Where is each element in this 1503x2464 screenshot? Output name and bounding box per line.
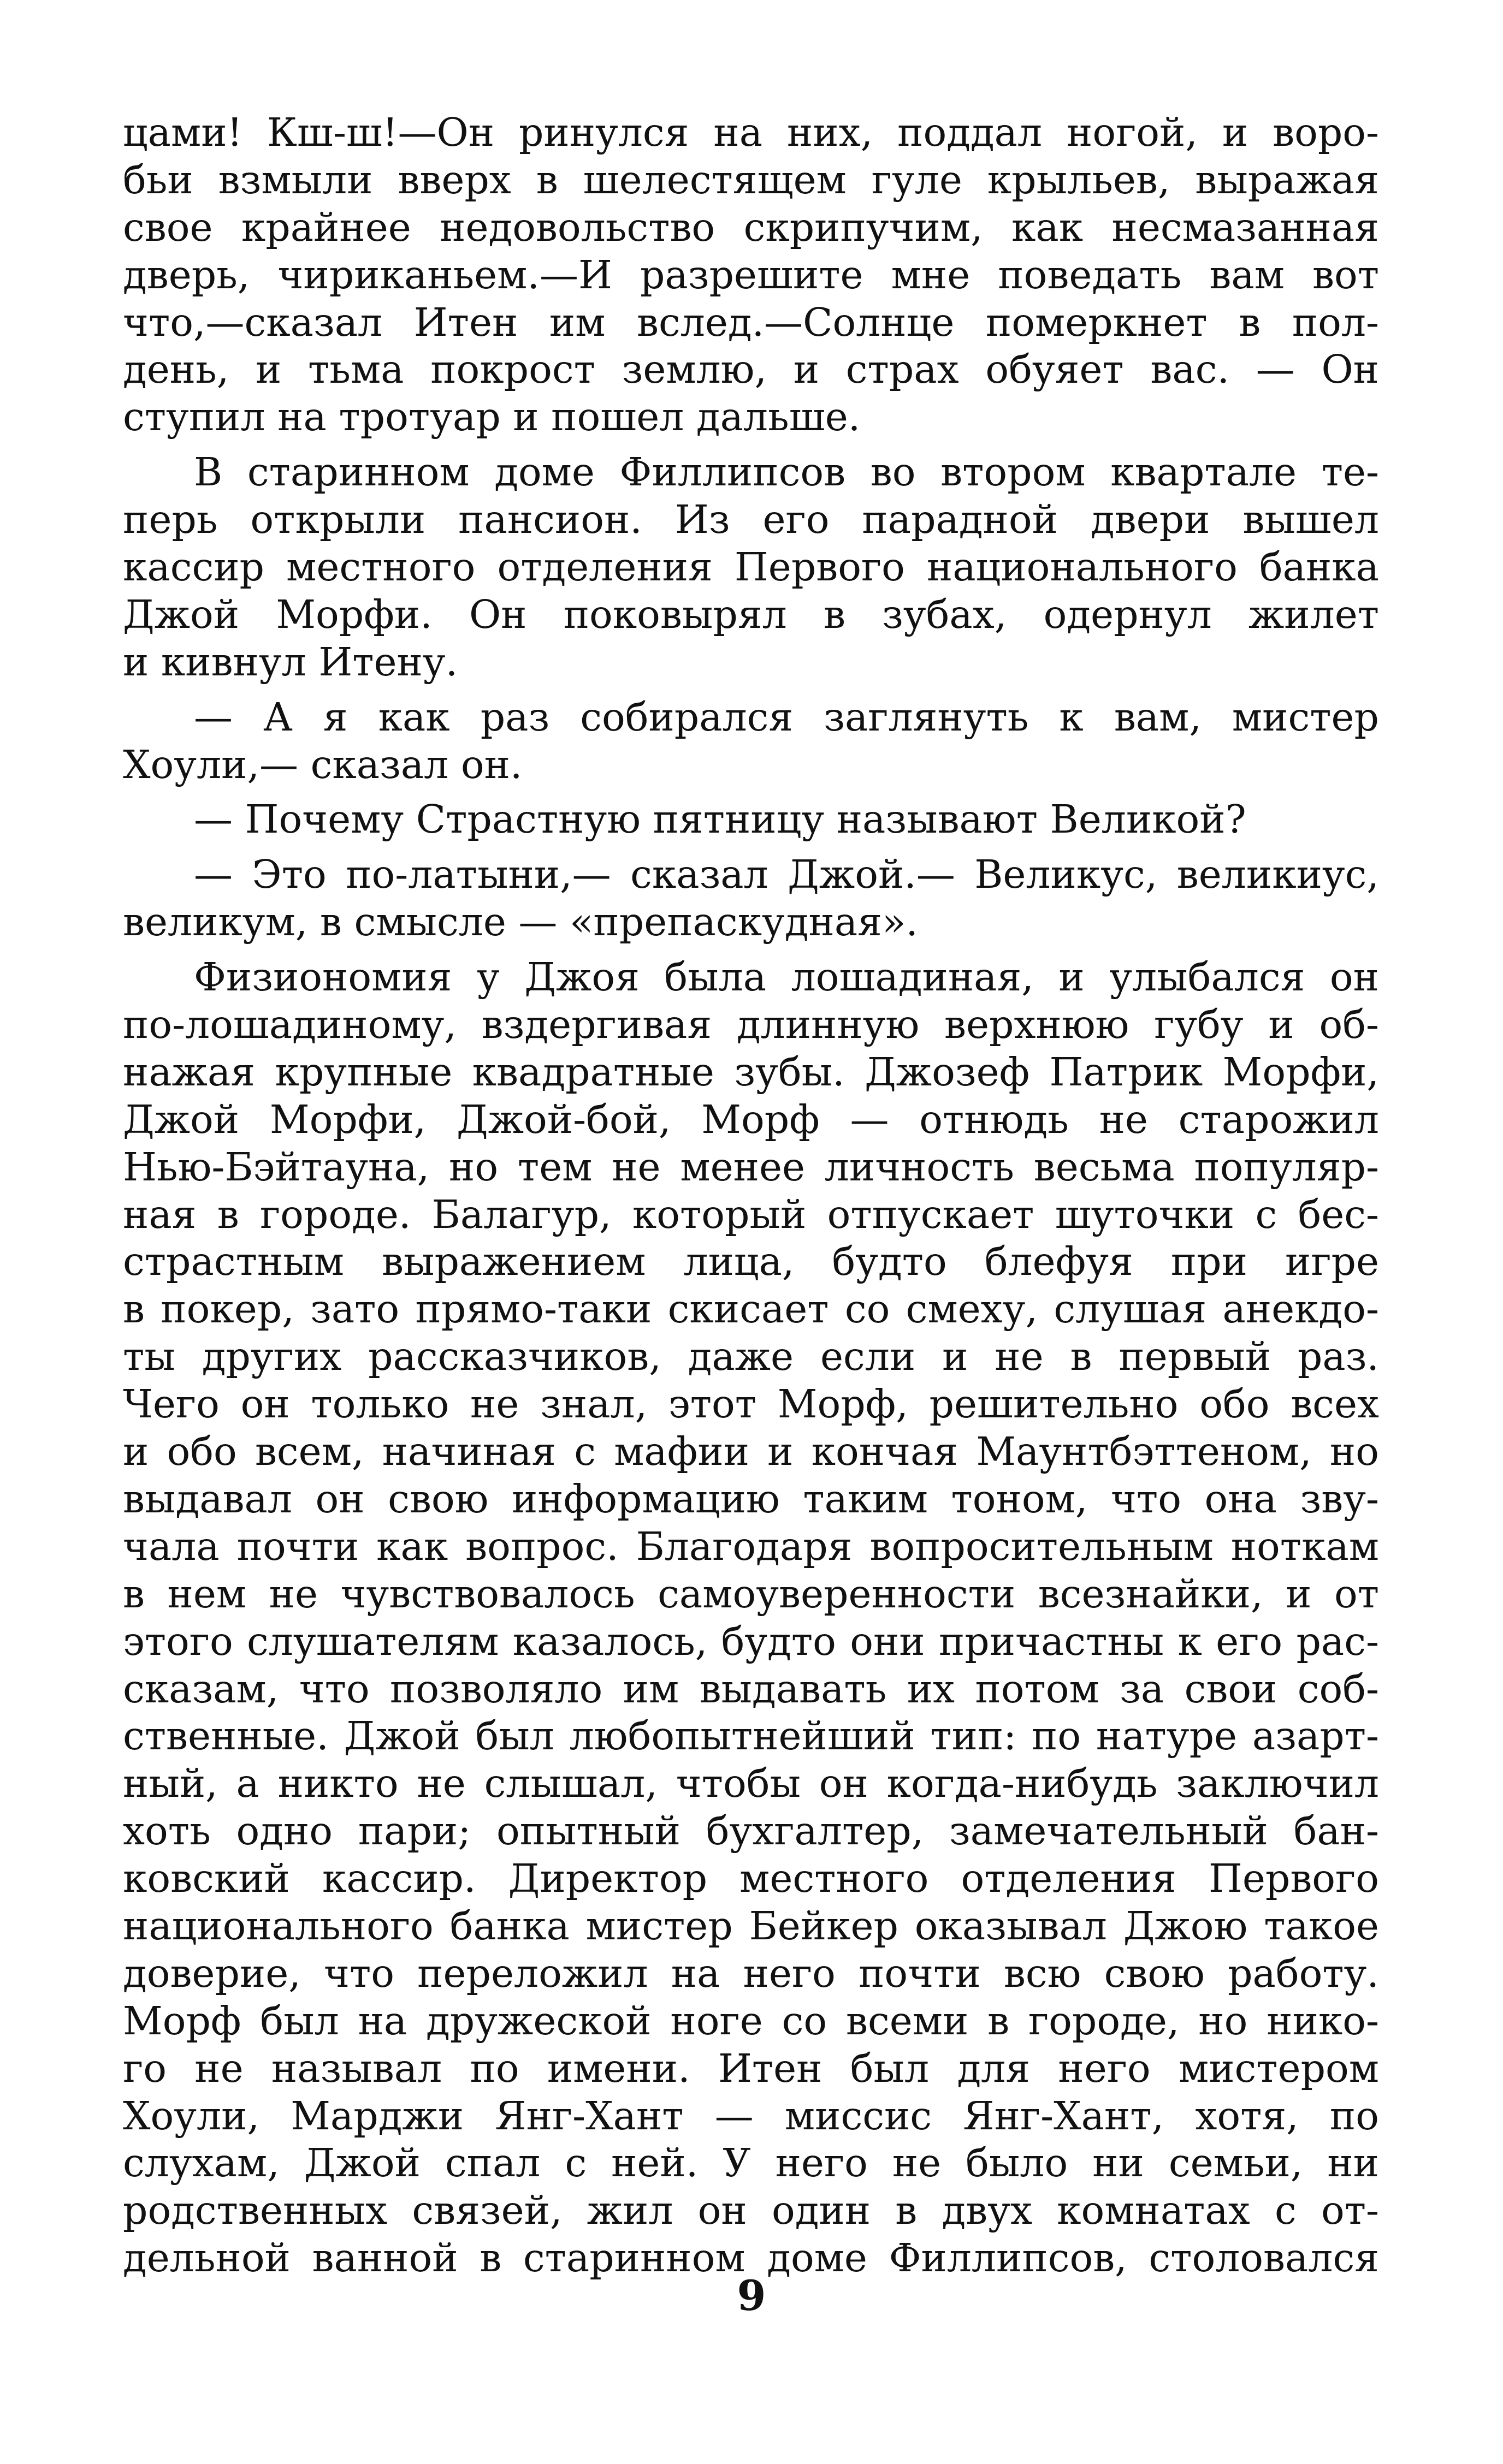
text-line: — Почему Страстную пятницу называют Великой?: [194, 797, 1246, 842]
text-line: ковский кассир. Директор местного отделения Первого: [123, 1856, 1379, 1902]
text-line: ственные. Джой был любопытнейший тип: по натуре азарт-: [123, 1713, 1379, 1759]
text-line: чала почти как вопрос. Благодаря вопросительным ноткам: [123, 1523, 1379, 1569]
text-line: и кивнул Итену.: [123, 639, 458, 685]
text-line: Чего он только не знал, этот Морф, решительно обо всех: [123, 1381, 1379, 1427]
text-line: хоть одно пари; опытный бухгалтер, замечательный бан-: [123, 1808, 1379, 1854]
text-line: Хоули,— сказал он.: [123, 741, 523, 787]
text-line: ты других рассказчиков, даже если и не в первый раз.: [123, 1334, 1379, 1380]
paragraph-4-dialogue: [123, 796, 1379, 844]
text-line: Физиономия у Джоя была лошадиная, и улыбался он: [194, 954, 1379, 1000]
text-line: слухам, Джой спал с ней. У него не было ни семьи, ни: [123, 2140, 1379, 2186]
text-line: дверь, чириканьем.—И разрешите мне поведать вам вот: [123, 252, 1379, 298]
text-line: великум, в смысле — «препаскудная».: [123, 899, 918, 945]
text-line: нажая крупные квадратные зубы. Джозеф Патрик Морфи,: [123, 1049, 1379, 1095]
text-line: — Это по-латыни,— сказал Джой.— Великус, великиус,: [194, 852, 1379, 898]
text-line: кассир местного отделения Первого национального банка: [123, 544, 1379, 590]
text-line: выдавал он свою информацию таким тоном, что она зву-: [123, 1476, 1379, 1522]
text-line: свое крайнее недовольство скрипучим, как несмазанная: [123, 204, 1379, 250]
text-line: В старинном доме Филлипсов во втором квартале те-: [194, 449, 1379, 495]
text-line: Джой Морфи, Джой-бой, Морф — отнюдь не старожил: [123, 1096, 1379, 1142]
paragraph-6: [123, 954, 1379, 2282]
text-line: бьи взмыли вверх в шелестящем гуле крыльев, выражая: [123, 157, 1379, 203]
text-line: сказам, что позволяло им выдавать их потом за свои соб-: [123, 1666, 1379, 1712]
text-line: что,—сказал Итен им вслед.—Солнце померкнет в пол-: [123, 299, 1379, 345]
text-line: Морф был на дружеской ноге со всеми в городе, но нико-: [123, 1998, 1379, 2044]
text-line: цами! Кш-ш!—Он ринулся на них, поддал ногой, и воро-: [123, 110, 1379, 155]
text-line: в нем не чувствовалось самоуверенности всезнайки, и от: [123, 1571, 1379, 1617]
text-line: — А я как раз собирался заглянуть к вам, мистер: [194, 694, 1379, 740]
text-line: национального банка мистер Бейкер оказывал Джою такое: [123, 1903, 1379, 1949]
text-line: и обо всем, начиная с мафии и кончая Маунтбэттеном, но: [123, 1429, 1379, 1475]
text-line: день, и тьма покрост землю, и страх обуяет вас. — Он: [123, 347, 1379, 393]
text-line: ный, а никто не слышал, чтобы он когда-нибудь заключил: [123, 1761, 1379, 1807]
text-line: ная в городе. Балагур, который отпускает шуточки с бес-: [123, 1191, 1379, 1237]
text-line: го не называл по имени. Итен был для него мистером: [123, 2045, 1379, 2091]
text-line: дельной ванной в старинном доме Филлипсов, столовался: [123, 2235, 1379, 2281]
text-line: в покер, зато прямо-таки скисает со смеху, слушая анекдо-: [123, 1286, 1379, 1332]
book-page-body: [123, 109, 1379, 2282]
paragraph-5-dialogue: [123, 851, 1379, 946]
text-line: перь открыли пансион. Из его парадной двери вышел: [123, 497, 1379, 543]
text-line: Нью-Бэйтауна, но тем не менее личность весьма популяр-: [123, 1144, 1379, 1190]
text-line: Хоули, Марджи Янг-Хант — миссис Янг-Хант, хотя, по: [123, 2093, 1379, 2139]
text-line: ступил на тротуар и пошел дальше.: [123, 394, 861, 440]
page-number: 9: [737, 2271, 766, 2320]
paragraph-2: [123, 449, 1379, 686]
text-line: Джой Морфи. Он поковырял в зубах, одернул жилет: [123, 591, 1379, 637]
text-line: по-лошадиному, вздергивая длинную верхнюю губу и об-: [123, 1002, 1379, 1048]
text-line: этого слушателям казалось, будто они причастны к его рас-: [123, 1618, 1379, 1664]
paragraph-3-dialogue: [123, 694, 1379, 789]
paragraph-1: [123, 109, 1379, 441]
text-line: доверие, что переложил на него почти всю свою работу.: [123, 1950, 1379, 1996]
text-line: страстным выражением лица, будто блефуя при игре: [123, 1239, 1379, 1285]
text-line: родственных связей, жил он один в двух комнатах с от-: [123, 2188, 1379, 2234]
